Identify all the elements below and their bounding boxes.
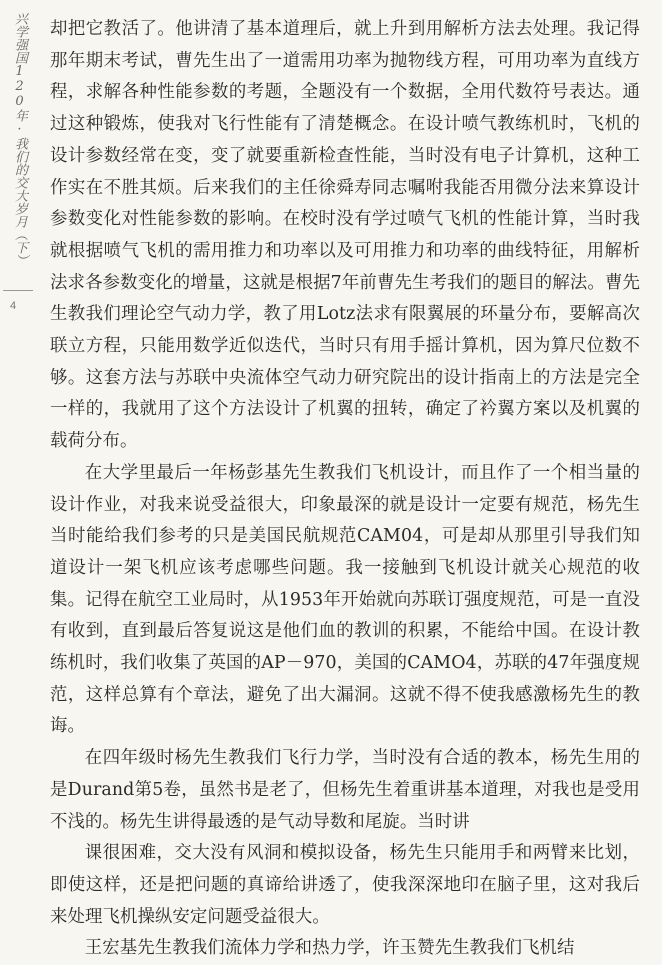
- sidebar-divider: [3, 290, 33, 291]
- paragraph-2: 在大学里最后一年杨彭基先生教我们飞机设计，而且作了一个相当量的设计作业，对我来说受益很大，印象最深的就是设计一定要有规范，杨先生当时能给我们参考的只是美国民航规范CAM04，可是却从那里引导我们知道设计一架飞机应该考虑哪些问题。我一接触到飞机设计就关心规范的收集。记得在航空工业局时，从1953年开始就向苏联订强度规范，可是一直没有收到，直到最后答复说这是他们血的教训的积累，不能给中国。在设计教练机时，我们收集了英国的AP－970，美国的CAMO4，苏联的47年强度规范，这样总算有个章法，避免了出大漏洞。这就不得不使我感激杨先生的教诲。: [50, 462, 640, 737]
- page-sidebar: [0, 0, 40, 886]
- page-number: 4: [10, 300, 17, 312]
- paragraph-1: 却把它教活了。他讲清了基本道理后，就上升到用解析方法去处理。我记得那年期末考试，曹先生出了一道需用功率为抛物线方程，可用功率为直线方程，求解各种性能参数的考题，全题没有一个数据，全用代数符号表达。通过这种锻炼，使我对飞行性能有了清楚概念。在设计喷气教练机时，飞机的设计参数经常在变，变了就要重新检查性能，当时没有电子计算机，这种工作实在不胜其烦。后来我们的主任徐舜寿同志嘱咐我能否用微分法来算设计参数变化对性能参数的影响。在校时没有学过喷气飞机的性能计算，当时我就根据喷气飞机的需用推力和功率以及可用推力和功率的曲线特征，用解析法求各参数变化的增量，这就是根据7年前曹先生考我们的题目的解法。曹先生教我们理论空气动力学，教了用Lotz法求有限翼展的环量分布，要解高次联立方程，只能用数学近似迭代，当时只有用手摇计算机，因为算尺位数不够。这套方法与苏联中央流体空气动力研究院出的设计指南上的方法是完全一样的，我就用了这个方法设计了机翼的扭转，确定了衿翼方案以及机翼的载荷分布。: [50, 19, 640, 452]
- paragraph-4: 课很困难，交大没有风洞和模拟设备，杨先生只能用手和两臂来比划，即使这样，还是把问题的真谛给讲透了，使我深深地印在脑子里，这对我后来处理飞机操纵安定问题受益很大。: [50, 843, 640, 927]
- running-header-title: 兴学强国120年·我们的交大岁月（下）: [12, 12, 27, 267]
- paragraph-5: 王宏基先生教我们流体力学和热力学，许玉赞先生教我们飞机结: [84, 938, 575, 959]
- body-text: [50, 14, 640, 965]
- paragraph-3: 在四年级时杨先生教我们飞行力学，当时没有合适的教本，杨先生用的是Durand第5卷，虽然书是老了，但杨先生着重讲基本道理，对我也是受用不浅的。杨先生讲得最透的是气动导数和尾旋。当时讲: [50, 748, 640, 832]
